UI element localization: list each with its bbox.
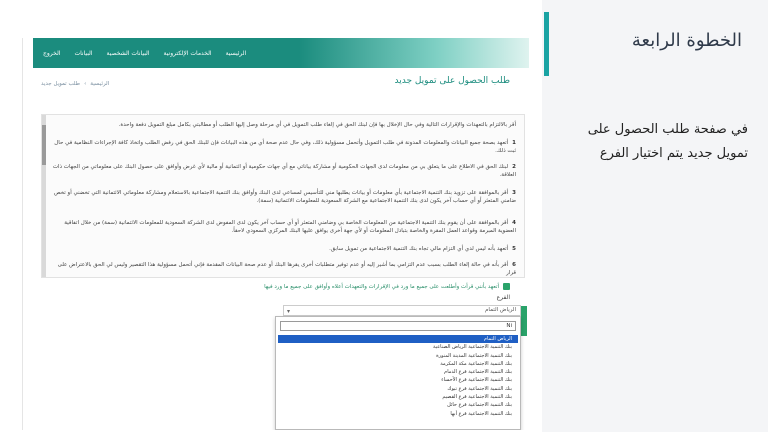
nav-item-personal-data[interactable]: البيانات الشخصية (106, 49, 150, 57)
agree-text: أتعهد بأنني قرأت وأطلعت على جميع ما ورد في الإقرارات والتعهدات أعلاه وأوافق على جميع ما ورد فيها (264, 283, 499, 290)
term-item: 5أتعهد بأنه ليس لدي أي التزام مالي تجاه بنك التنمية الاجتماعية من تمويل سابق. (329, 246, 516, 252)
term-item: 4أقر بالموافقة على أن يقوم بنك التنمية الاجتماعية من المعلومات الخاصة بي وضامني المتعثر أو أي حساب آخر يكون لدى المفوض لدى الشركة السعودية للمعلومات الائتمانية (سمة) من خلال اتفاقية العضوية المبرمة وقواعد العمل المقرة والخاصة بتبادل المعلومات أو لأي جهة أخرى يوافق عليها البنك المركزي السعودي لاحقاً. (64, 220, 516, 234)
chevron-down-icon: ▾ (287, 308, 291, 315)
branch-option[interactable]: الرياض التمام (278, 335, 518, 343)
branch-select[interactable] (283, 305, 521, 316)
branch-option[interactable]: بنك التنمية الاجتماعية المدينة المنورة (436, 352, 512, 359)
breadcrumb-current: طلب تمويل جديد (41, 81, 81, 87)
branch-dropdown (275, 316, 521, 430)
nav-menu (43, 38, 246, 68)
branch-option[interactable]: بنك التنمية الاجتماعية فرع أبها (450, 410, 512, 417)
branch-selected-value: الرياض التمام (485, 307, 516, 313)
term-item: 6أقر بأنه في حالة إلغاء الطلب بسبب عدم التزامي بما أشير إليه أو عدم توفير متطلبات أخرى يقرها البنك أو عدم صحة البيانات المقدمة فإني أتحمل مسؤولية هذا التقصير وليس لي الحق بالاعتراض على قرار (57, 262, 516, 276)
term-item: 1أتعهد بصحة جميع البيانات والمعلومات المدونة في طلب التمويل وأتحمل مسؤولية ذلك، وفي حال عدم صحة أي من هذه البيانات فإن للبنك الحق في رفض الطلب واتخاذ كافة الإجراءات النظامية في حال ثبت ذلك. (54, 140, 516, 154)
green-side-button[interactable] (521, 306, 527, 336)
breadcrumb (41, 81, 109, 87)
terms-scrollbar-thumb[interactable] (42, 125, 46, 165)
branch-search-input[interactable]: Ni (280, 321, 516, 331)
instruction-panel (542, 0, 768, 432)
branch-label: الفرع (496, 294, 510, 301)
nav-item-logout[interactable]: الخروج (43, 49, 61, 57)
navbar-decor (299, 38, 529, 68)
terms-scrollbar[interactable] (42, 115, 46, 278)
branch-option[interactable]: بنك التنمية الاجتماعية فرع القصيم (442, 394, 512, 401)
term-intro: أقر بالالتزام بالتعهدات والإقرارات التالية وفي حال الإخلال بها فإن لبنك الحق في إلغاء طلب التمويل في أي مرحلة وصل إليها الطلب أو مطالبتي بكامل مبلغ التمويل دفعة واحدة. (118, 122, 516, 128)
step-title: الخطوة الرابعة (631, 30, 742, 51)
term-item: 3أقر بالموافقة على تزويد بنك التنمية الاجتماعية بأي معلومات أو بيانات يطلبها مني للتأسيس لمساعي لدى البنك وأوافق بنك التنمية الاجتماعية بالاستعلام ومشاركة معلوماتي الائتمانية التي تخضني أو تخص ضامني المتعثر أو أي حساب آخر يكون لدى بنك التنمية الاجتماعية مع الشركة السعودية للمعلومات الائتمانية (سمة). (53, 190, 516, 204)
branch-option[interactable]: بنك التنمية الاجتماعية فرع الدمام (444, 369, 512, 376)
term-item: 2لبنك الحق في الاطلاع على ما يتعلق بي من معلومات لدى الجهات الحكومية أو مشاركة بياناتي مع أي جهات حكومية أو ائتمانية أو مالية لأي غرض وأوافق على حصول البنك على معلوماتي من الجهات ذات العلاقة. (52, 164, 516, 178)
agree-checkbox[interactable] (503, 283, 510, 290)
page-title: طلب الحصول على تمويل جديد (394, 76, 510, 86)
nav-item-home[interactable]: الرئيسية (225, 49, 247, 57)
nav-item-e-services[interactable]: الخدمات الإلكترونية (163, 49, 212, 57)
branch-option[interactable]: بنك التنمية الاجتماعية مكة المكرمة (440, 360, 512, 367)
step-description: في صفحة طلب الحصول على تمويل جديد يتم اختيار الفرع (587, 122, 748, 161)
branch-option[interactable]: بنك التنمية الاجتماعية فرع حائل (447, 402, 512, 409)
top-navbar (33, 38, 529, 68)
terms-box[interactable] (41, 114, 525, 278)
breadcrumb-separator: › (84, 81, 87, 87)
portal-screenshot (22, 38, 530, 430)
branch-option[interactable]: بنك التنمية الاجتماعية فرع الأحساء (441, 377, 512, 384)
branch-option[interactable]: بنك التنمية الاجتماعية الرياض الصناعية (433, 344, 512, 351)
accent-bar (544, 12, 549, 76)
branch-option[interactable]: بنك التنمية الاجتماعية فرع تبوك (447, 385, 512, 392)
nav-item-data[interactable]: البيانات (74, 49, 93, 57)
breadcrumb-home[interactable]: الرئيسية (90, 81, 110, 87)
branch-options-list (278, 335, 518, 418)
agree-row (264, 283, 510, 290)
